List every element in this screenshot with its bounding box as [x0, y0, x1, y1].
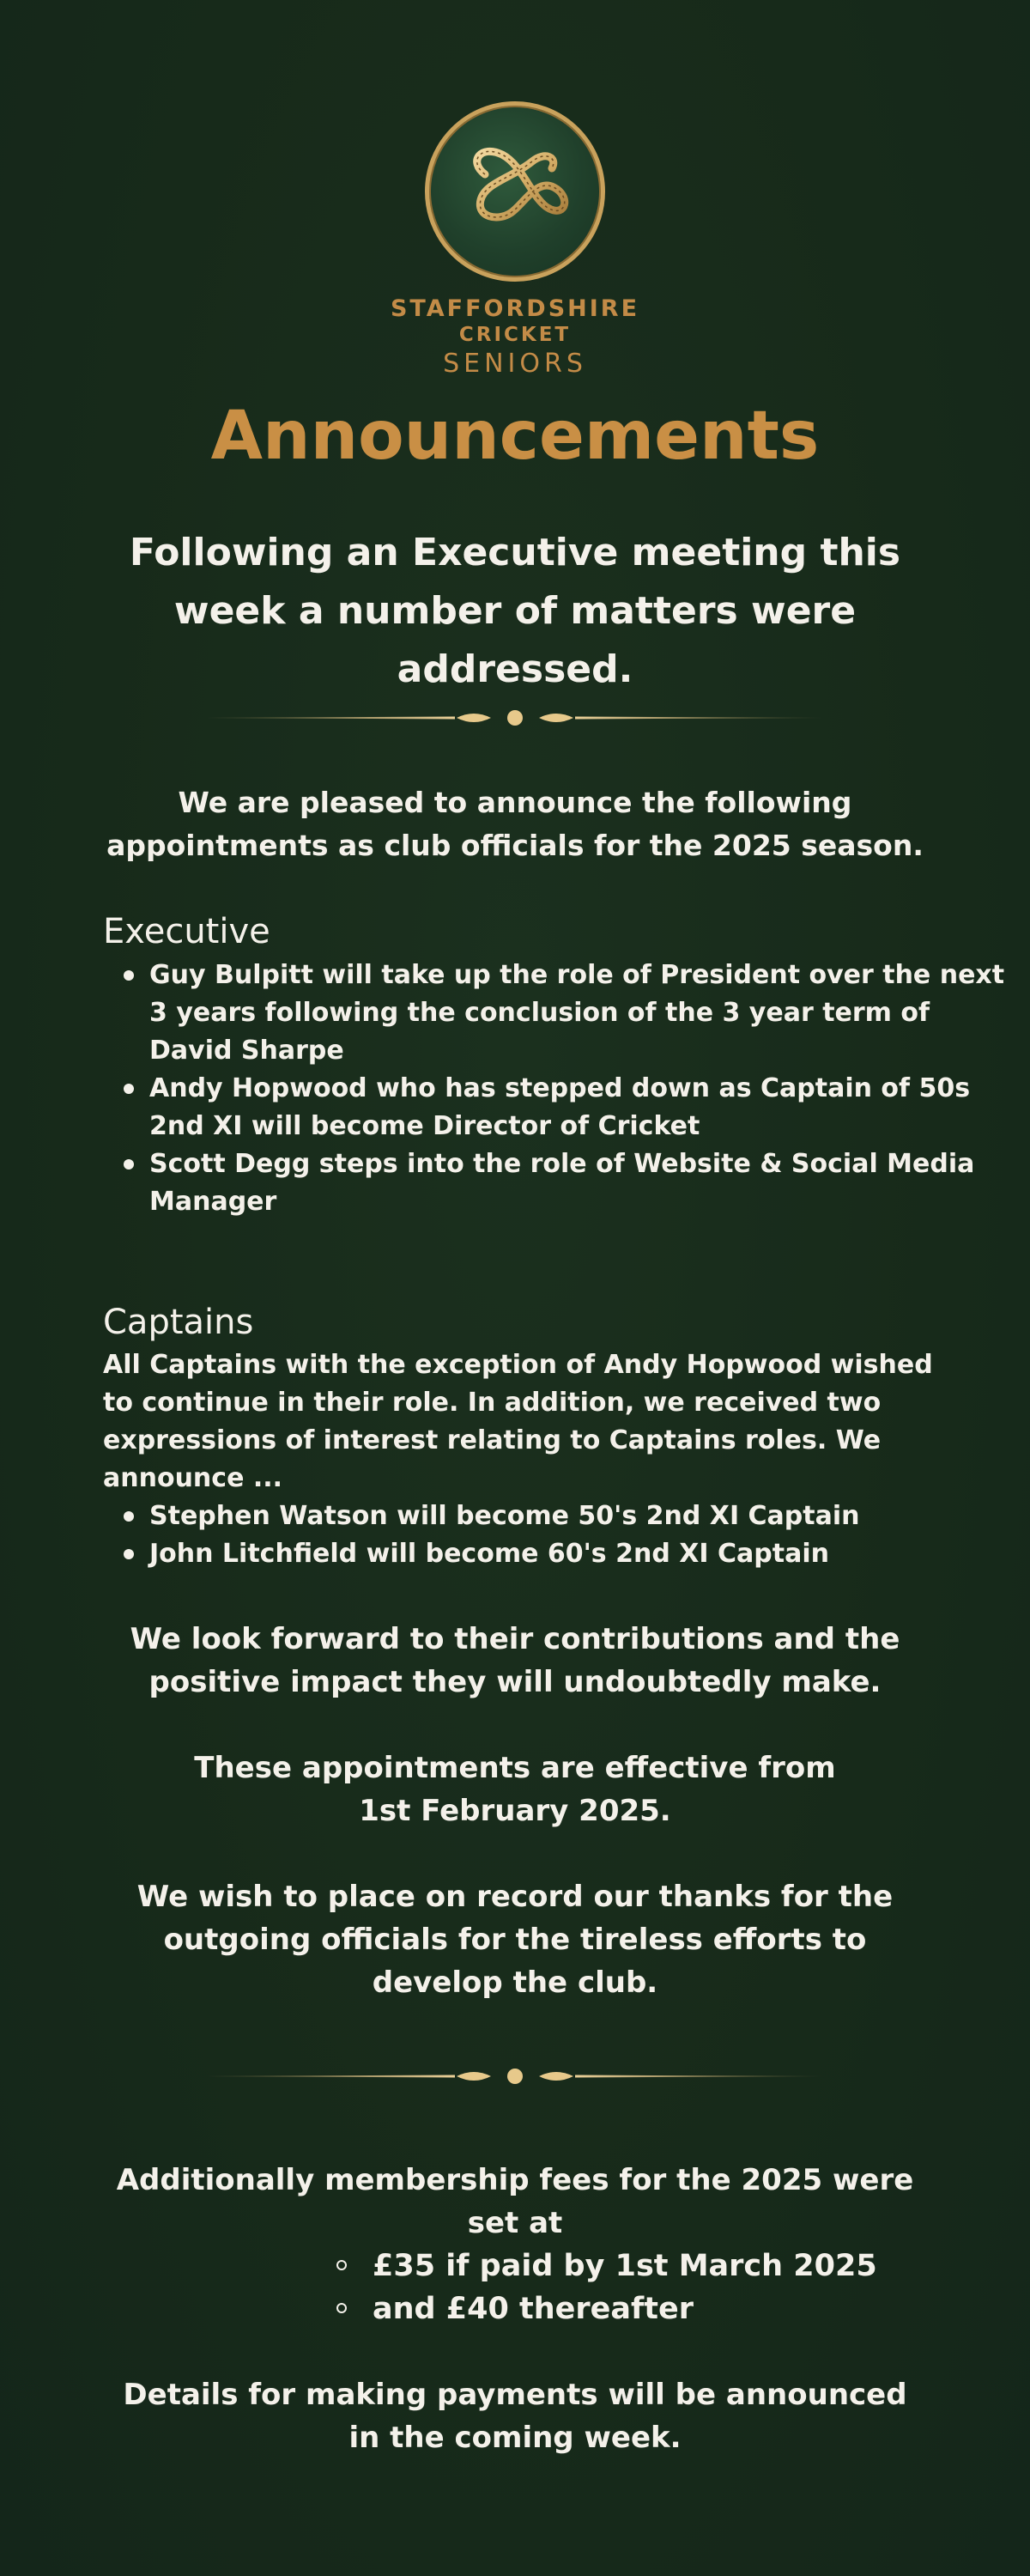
captains-item-text: Stephen Watson will become 50's 2nd XI Captain: [149, 1501, 860, 1531]
fee-item-text: and £40 thereafter: [373, 2292, 694, 2326]
executive-heading: Executive: [103, 912, 270, 951]
captains-heading: Captains: [103, 1303, 254, 1342]
fee-item-text: £35 if paid by 1st March 2025: [373, 2249, 877, 2283]
forward-text: We look forward to their contributions and the positive impact they will undoubtedly make.: [130, 1622, 900, 1699]
executive-item-text: Scott Degg steps into the role of Website & Social Media Manager: [149, 1149, 975, 1217]
list-item: [149, 1498, 1008, 1535]
bullet-dot-icon: [124, 1159, 134, 1170]
logo-text-staffordshire: STAFFORDSHIRE: [390, 295, 640, 322]
logo-text-seniors: SENIORS: [443, 349, 587, 379]
bullet-dot-icon: [124, 970, 134, 981]
circle-bullet-icon: [336, 2303, 347, 2313]
list-item: [149, 957, 1008, 1070]
intro-text: Following an Executive meeting this week a number of matters were addressed.: [129, 531, 901, 691]
captains-item-text: John Litchfield will become 60's 2nd XI Captain: [149, 1539, 829, 1569]
list-item: [373, 2287, 877, 2330]
captains-list: [103, 1498, 1008, 1573]
circle-bullet-icon: [336, 2260, 347, 2270]
thanks-text: We wish to place on record our thanks for the outgoing officials for the tireless efforts to develop the club.: [136, 1880, 894, 2000]
bullet-dot-icon: [124, 1511, 134, 1522]
fees-list: [373, 2245, 877, 2330]
effective-line-2: 1st February 2025.: [359, 1794, 671, 1828]
effective-line-1: These appointments are effective from: [194, 1751, 836, 1785]
payment-details-text: Details for making payments will be announced in the coming week.: [123, 2378, 907, 2455]
captains-intro: All Captains with the exception of Andy Hopwood wished to continue in their role. In addition, we received two expressions of interest relating to Captains roles. We announce ...: [103, 1350, 933, 1493]
list-item: [149, 1070, 1008, 1145]
ornamental-divider: [206, 2063, 824, 2089]
list-item: [149, 1145, 1008, 1221]
executive-item-text: Guy Bulpitt will take up the role of President over the next 3 years following the conclusion of the 3 year term of David Sharpe: [149, 960, 1005, 1066]
ornamental-divider: [206, 705, 824, 731]
fees-intro: Additionally membership fees for the 2025 were set at: [116, 2163, 914, 2240]
list-item: [373, 2245, 877, 2287]
stafford-knot-icon: [425, 101, 605, 282]
appointments-intro: We are pleased to announce the following appointments as club officials for the 2025 season.: [106, 786, 924, 862]
page-title: Announcements: [210, 398, 820, 475]
effective-date-text: [172, 1747, 858, 1832]
bullet-dot-icon: [124, 1549, 134, 1559]
logo-text-cricket: CRICKET: [458, 324, 572, 346]
executive-list: [103, 957, 1008, 1221]
club-logo: [0, 101, 1030, 381]
list-item: [149, 1535, 1008, 1573]
bullet-dot-icon: [124, 1084, 134, 1094]
executive-item-text: Andy Hopwood who has stepped down as Captain of 50s 2nd XI will become Director of Cricket: [149, 1073, 971, 1141]
